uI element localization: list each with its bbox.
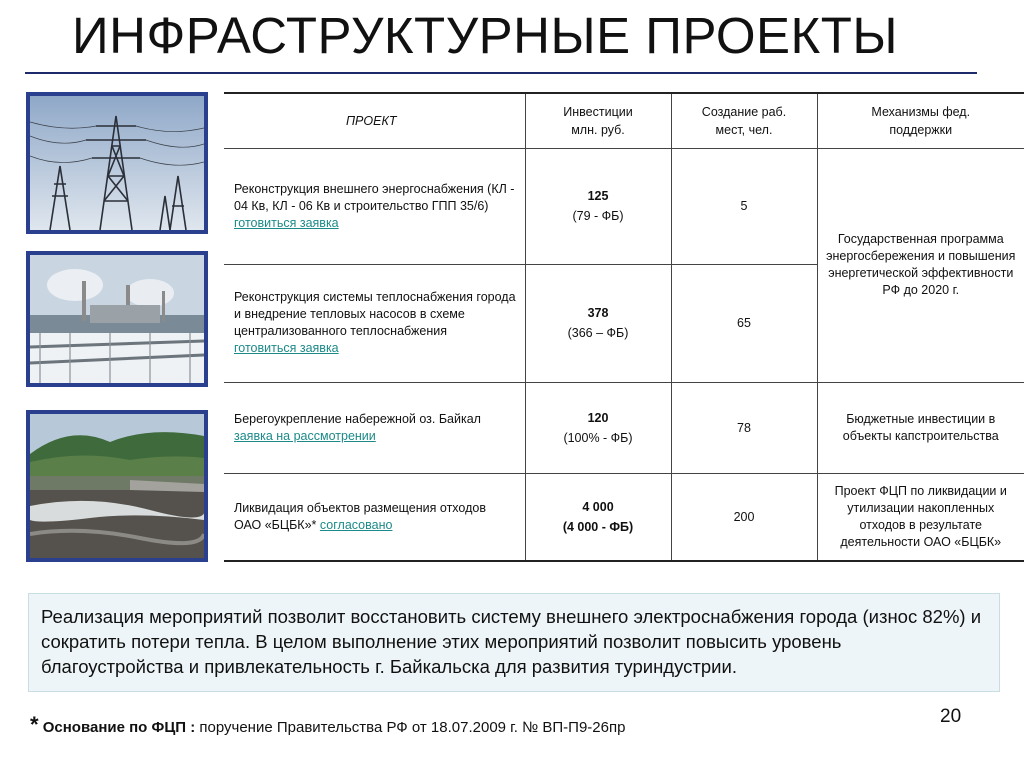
investment-fb: (79 - ФБ): [572, 209, 624, 223]
investment-fb: (100% - ФБ): [563, 430, 633, 445]
slide-title: ИНФРАСТРУКТУРНЫЕ ПРОЕКТЫ: [72, 7, 899, 64]
project-name: Берегоукрепление набережной оз. Байкал: [234, 411, 481, 426]
investment-value: 378: [587, 306, 609, 320]
investment-fb: (366 – ФБ): [567, 326, 629, 340]
project-name: Ликвидация объектов размещения отходов ОАО «БЦБК»*: [234, 500, 486, 532]
project-cell: [224, 148, 525, 264]
heating-plant-photo: [26, 251, 208, 387]
investment-fb: (4 000 - ФБ): [562, 519, 634, 534]
investment-cell: [525, 264, 671, 382]
header-jobs-line1: Создание раб.: [701, 104, 787, 119]
power-line-photo: [26, 92, 208, 234]
header-investment: [525, 93, 671, 148]
footnote-star: *: [30, 712, 39, 737]
investment-value: 4 000: [582, 499, 614, 514]
support-cell: Бюджетные инвестиции в объекты капстроительства: [817, 382, 1024, 473]
investment-cell: [525, 473, 671, 561]
projects-table: [224, 92, 1024, 562]
header-support-line1: Механизмы фед.: [871, 104, 971, 119]
project-cell: [224, 382, 525, 473]
project-status-link[interactable]: готовиться заявка: [234, 215, 339, 230]
header-investment-line1: Инвестиции: [563, 104, 633, 119]
project-status-link[interactable]: заявка на рассмотрении: [234, 428, 376, 443]
project-name: Реконструкция внешнего энергоснабжения (КЛ - 04 Кв, КЛ - 06 Кв и строительство ГПП 35/6): [234, 181, 515, 213]
summary-box: Реализация мероприятий позволит восстановить систему внешнего электроснабжения города (износ 82%) и сократить потери тепла. В целом выполнение этих мероприятий позволит повысить уровень благоустройства и привлекательность г. Байкальска для развития туриндустрии.: [28, 593, 1000, 692]
table-row: [224, 382, 1024, 473]
jobs-value: 78: [671, 382, 817, 473]
header-support: [817, 93, 1024, 148]
jobs-value: 65: [671, 264, 817, 382]
investment-value: 125: [587, 189, 609, 203]
header-jobs-line2: мест, чел.: [715, 122, 773, 137]
project-name: Реконструкция системы теплоснабжения города и внедрение тепловых насосов в схеме централизованного теплоснабжения: [234, 290, 516, 338]
footnote: [30, 712, 625, 738]
jobs-value: 5: [671, 148, 817, 264]
project-cell: [224, 264, 525, 382]
investment-value: 120: [587, 410, 609, 425]
table-row: [224, 473, 1024, 561]
project-status-link[interactable]: согласовано: [319, 517, 393, 532]
support-merged-cell: Государственная программа энергосбережения и повышения энергетической эффективности РФ до 2020 г.: [817, 148, 1024, 382]
header-jobs: [671, 93, 817, 148]
header-investment-line2: млн. руб.: [571, 122, 625, 137]
page-number: 20: [940, 706, 962, 727]
investment-cell: [525, 382, 671, 473]
title-underline: [25, 72, 977, 74]
header-project: ПРОЕКТ: [224, 93, 525, 148]
investment-cell: [525, 148, 671, 264]
support-cell: Проект ФЦП по ликвидации и утилизации накопленных отходов в результате деятельности ОАО «БЦБК»: [817, 473, 1024, 561]
footnote-label: Основание по ФЦП :: [42, 719, 196, 736]
jobs-value: 200: [671, 473, 817, 561]
header-support-line2: поддержки: [889, 122, 953, 137]
project-cell: [224, 473, 525, 561]
table-row: [224, 148, 1024, 264]
footnote-text: поручение Правительства РФ от 18.07.2009 г. № ВП-П9-26пр: [199, 719, 626, 736]
project-status-link[interactable]: готовиться заявка: [234, 341, 339, 355]
baikal-shore-photo: [26, 410, 208, 562]
